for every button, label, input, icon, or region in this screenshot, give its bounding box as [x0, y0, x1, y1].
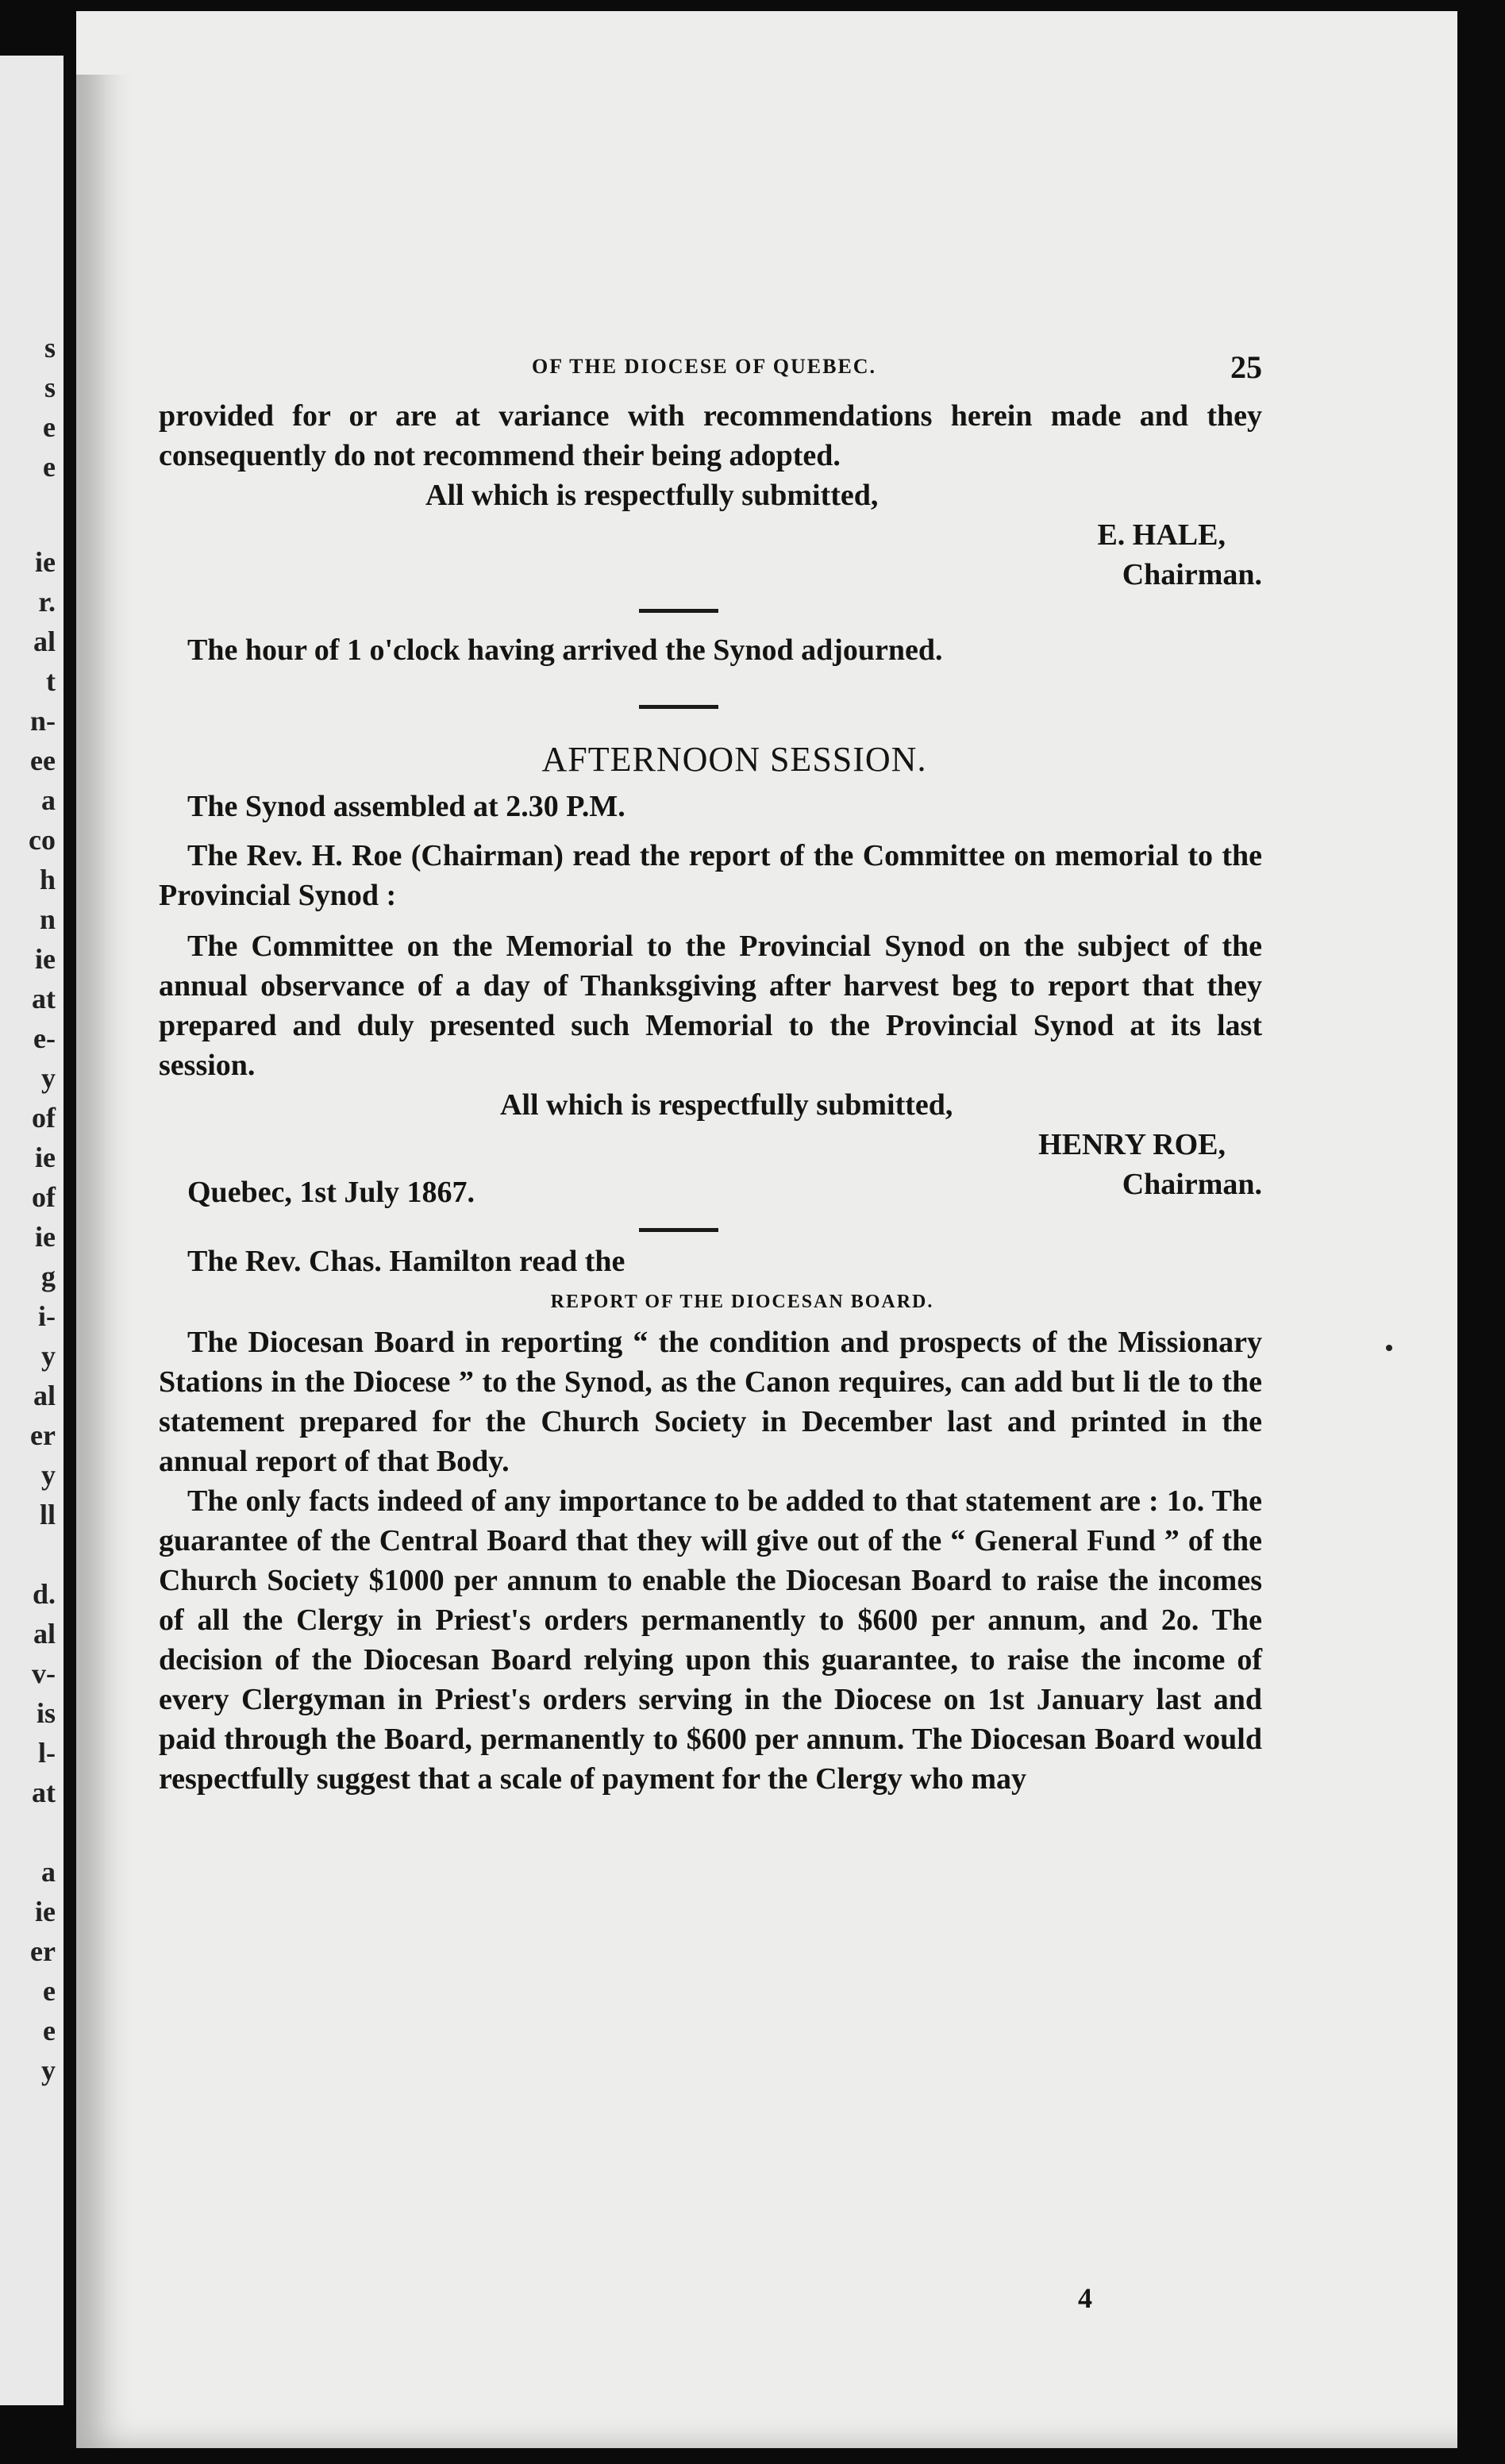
report-paragraph-1: The Diocesan Board in reporting “ the condition and prospects of the Missionary Stations in the Diocese ” to the Synod, as the Canon requires, can add but li tle to the statement prepared for the Church Society in December last and printed in the annual report of that Body.: [159, 1326, 1262, 1478]
margin-fragment: e: [43, 451, 56, 483]
margin-fragment: at: [32, 983, 56, 1014]
margin-fragment: e-: [33, 1022, 56, 1054]
margin-fragment: ie: [35, 943, 56, 975]
assembled-line: The Synod assembled at 2.30 P.M.: [187, 790, 625, 823]
margin-fragment: t: [46, 665, 56, 697]
margin-fragment: co: [29, 824, 56, 856]
margin-fragment: er: [30, 1419, 56, 1451]
signer-name: HENRY ROE,: [1038, 1128, 1226, 1161]
margin-fragment: ee: [30, 745, 56, 776]
margin-fragment: y: [41, 1062, 56, 1094]
running-head-title: OF THE DIOCESE OF QUEBEC.: [532, 355, 877, 378]
margin-fragment: n-: [29, 705, 56, 737]
margin-fragment: r.: [38, 586, 56, 618]
margin-fragment: al: [33, 626, 56, 657]
margin-fragment: d.: [32, 1578, 56, 1610]
place-date: Quebec, 1st July 1867.: [187, 1176, 475, 1209]
previous-page-edge: [0, 56, 64, 2405]
submitted-line: All which is respectfully submitted,: [500, 1088, 953, 1122]
page-text: [159, 348, 1262, 1799]
adjourn-notice: The hour of 1 o'clock having arrived the Synod adjourned.: [187, 633, 943, 667]
margin-fragment: y: [41, 1340, 56, 1372]
margin-fragment: ie: [35, 546, 56, 578]
page-right-edge: [1457, 11, 1505, 2448]
margin-fragment: ll: [39, 1499, 56, 1530]
margin-fragment: er: [30, 1935, 56, 1967]
margin-fragment: e: [43, 1975, 56, 2007]
report-heading: REPORT OF THE DIOCESAN BOARD.: [550, 1292, 934, 1312]
page-top-margin: [76, 11, 1505, 75]
margin-fragment: al: [33, 1380, 56, 1411]
submitted-line: All which is respectfully submitted,: [425, 479, 879, 512]
signature-mark: 4: [1078, 2282, 1092, 2314]
margin-fragment: e: [43, 411, 56, 443]
signer-title: Chairman.: [1122, 558, 1262, 591]
margin-fragment: a: [41, 1856, 56, 1888]
margin-fragment: i-: [38, 1300, 56, 1332]
margin-fragment: is: [36, 1697, 56, 1729]
document-page: [76, 11, 1505, 2448]
committee-report-paragraph: The Committee on the Memorial to the Provincial Synod on the subject of the annual observance of a day of Thanksgiving after harvest beg to report that they prepared and duly presented such Memorial to the Provincial Synod at its last session.: [159, 930, 1262, 1082]
page-number: 25: [1230, 349, 1262, 385]
section-heading: AFTERNOON SESSION.: [541, 740, 927, 779]
margin-fragment: ie: [35, 1142, 56, 1173]
signer-name: E. HALE,: [1097, 518, 1226, 552]
paragraph-continuation: provided for or are at variance with recommendations herein made and they consequently do not recommend their being adopted.: [159, 399, 1262, 472]
margin-fragment: l-: [38, 1737, 56, 1769]
margin-fragment: v-: [32, 1657, 56, 1689]
margin-fragment: g: [41, 1261, 56, 1292]
margin-fragment: a: [41, 784, 56, 816]
margin-fragment: y: [41, 1459, 56, 1491]
report-paragraph-2: The only facts indeed of any importance to be added to that statement are : 1o. The guarantee of the Central Board that they will give out of the “ General Fund ” of the Church Society $1000 per annum to enable the Diocesan Board to raise the incomes of all the Clergy in Priest's orders permanently to $600 per annum, and 2o. The decision of the Diocesan Board relying upon this guarantee, to raise the income of every Clergyman in Priest's orders serving in the Diocese on 1st January last and paid through the Board, permanently to $600 per annum. The Diocesan Board would respectfully suggest that a scale of payment for the Clergy who may: [159, 1484, 1262, 1796]
margin-fragment: s: [44, 372, 56, 403]
margin-fragment: s: [44, 332, 56, 364]
margin-fragment: ie: [35, 1221, 56, 1253]
signer-title: Chairman.: [1122, 1168, 1262, 1201]
margin-fragment: ie: [35, 1896, 56, 1927]
margin-fragment: of: [32, 1181, 56, 1213]
margin-fragment: y: [41, 2054, 56, 2086]
margin-fragment: at: [32, 1777, 56, 1808]
roe-read-paragraph: The Rev. H. Roe (Chairman) read the report of the Committee on memorial to the Provincial Synod :: [159, 839, 1262, 912]
margin-fragment: of: [32, 1102, 56, 1134]
margin-fragment: al: [33, 1618, 56, 1650]
hamilton-read-line: The Rev. Chas. Hamilton read the: [187, 1245, 625, 1278]
running-head: [159, 348, 1262, 396]
margin-fragment: n: [39, 903, 56, 935]
margin-fragment: e: [43, 2015, 56, 2046]
margin-fragment: h: [39, 864, 56, 895]
speck: [1386, 1345, 1392, 1351]
